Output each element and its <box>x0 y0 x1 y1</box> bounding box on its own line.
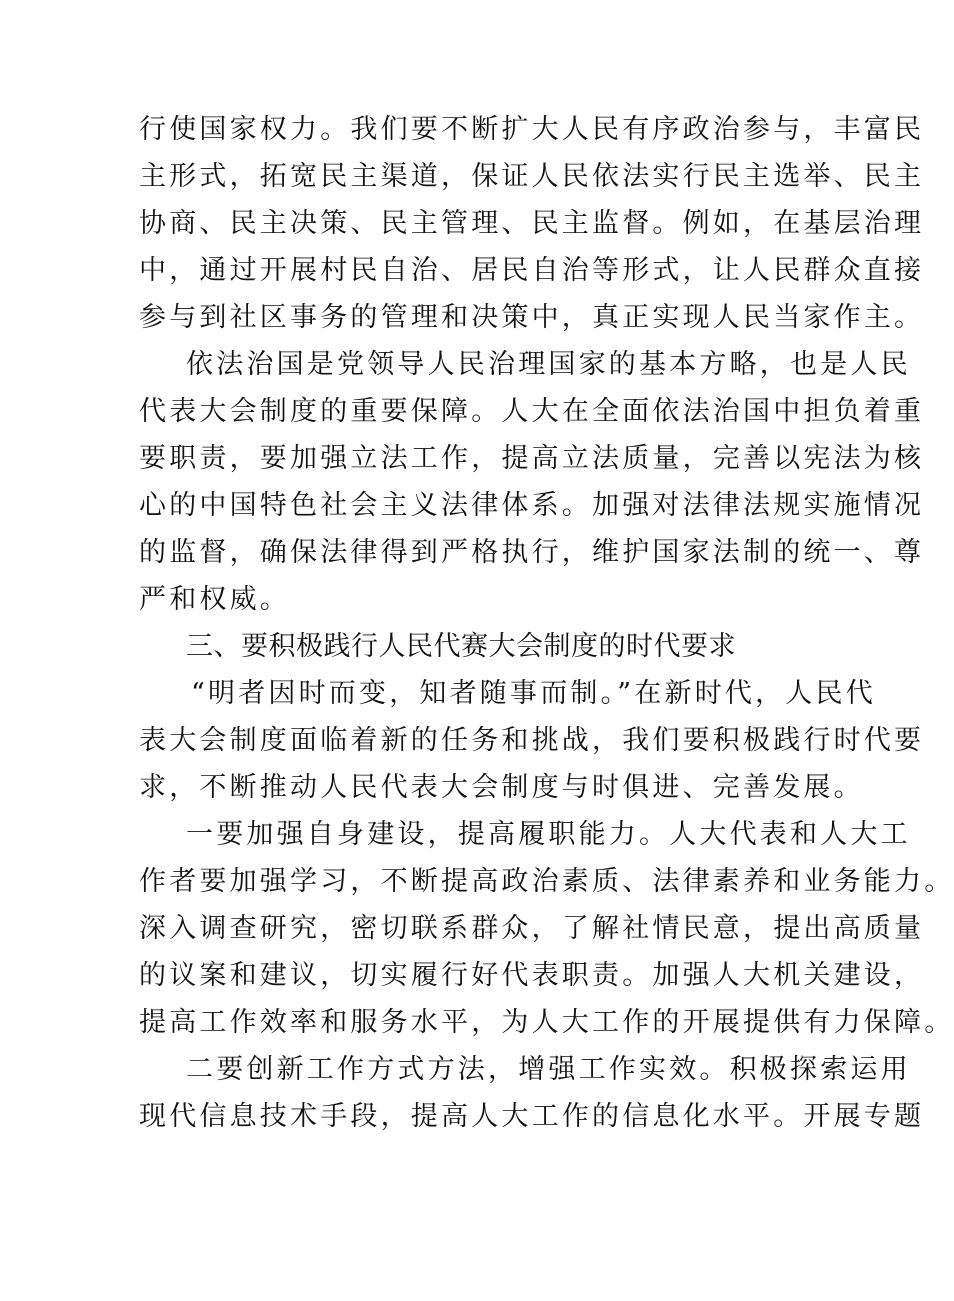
paragraph-line: 的监督，确保法律得到严格执行，维护国家法制的统一、尊 <box>139 537 925 568</box>
paragraph-line: 主形式，拓宽民主渠道，保证人民依法实行民主选举、民主 <box>139 161 925 192</box>
paragraph-line: 二要创新工作方式方法，增强工作实效。积极探索运用 <box>186 1054 911 1085</box>
paragraph-line: 现代信息技术手段，提高人大工作的信息化水平。开展专题 <box>139 1101 925 1132</box>
paragraph-line: 一要加强自身建设，提高履职能力。人大代表和人大工 <box>186 819 911 850</box>
paragraph-line: “明者因时而变，知者随事而制。”在新时代，人民代 <box>191 678 876 709</box>
section-heading: 三、要积极践行人民代赛大会制度的时代要求 <box>186 631 736 662</box>
paragraph-line: 代表大会制度的重要保障。人大在全面依法治国中担负着重 <box>139 396 925 427</box>
paragraph-line: 要职责，要加强立法工作，提高立法质量，完善以宪法为核 <box>139 443 925 474</box>
paragraph-line: 深入调查研究，密切联系群众，了解社情民意，提出高质量 <box>139 913 925 944</box>
paragraph-line: 行使国家权力。我们要不断扩大人民有序政治参与，丰富民 <box>139 114 925 145</box>
paragraph-line: 的议案和建议，切实履行好代表职责。加强人大机关建设， <box>139 960 925 991</box>
document-body <box>139 106 954 1140</box>
paragraph-line: 依法治国是党领导人民治理国家的基本方略，也是人民 <box>186 349 911 380</box>
paragraph-line: 参与到社区事务的管理和决策中，真正实现人民当家作主。 <box>139 302 925 333</box>
paragraph-line: 提高工作效率和服务水平，为人大工作的开展提供有力保障。 <box>139 1007 954 1038</box>
paragraph-line: 严和权威。 <box>139 584 290 615</box>
paragraph-line: 中，通过开展村民自治、居民自治等形式，让人民群众直接 <box>139 255 925 286</box>
paragraph-line: 求，不断推动人民代表大会制度与时俱进、完善发展。 <box>139 772 864 803</box>
paragraph-line: 作者要加强学习，不断提高政治素质、法律素养和业务能力。 <box>139 866 954 897</box>
paragraph-line: 表大会制度面临着新的任务和挑战，我们要积极践行时代要 <box>139 725 925 756</box>
paragraph-line: 协商、民主决策、民主管理、民主监督。例如，在基层治理 <box>139 208 925 239</box>
paragraph-line: 心的中国特色社会主义法律体系。加强对法律法规实施情况 <box>139 490 925 521</box>
